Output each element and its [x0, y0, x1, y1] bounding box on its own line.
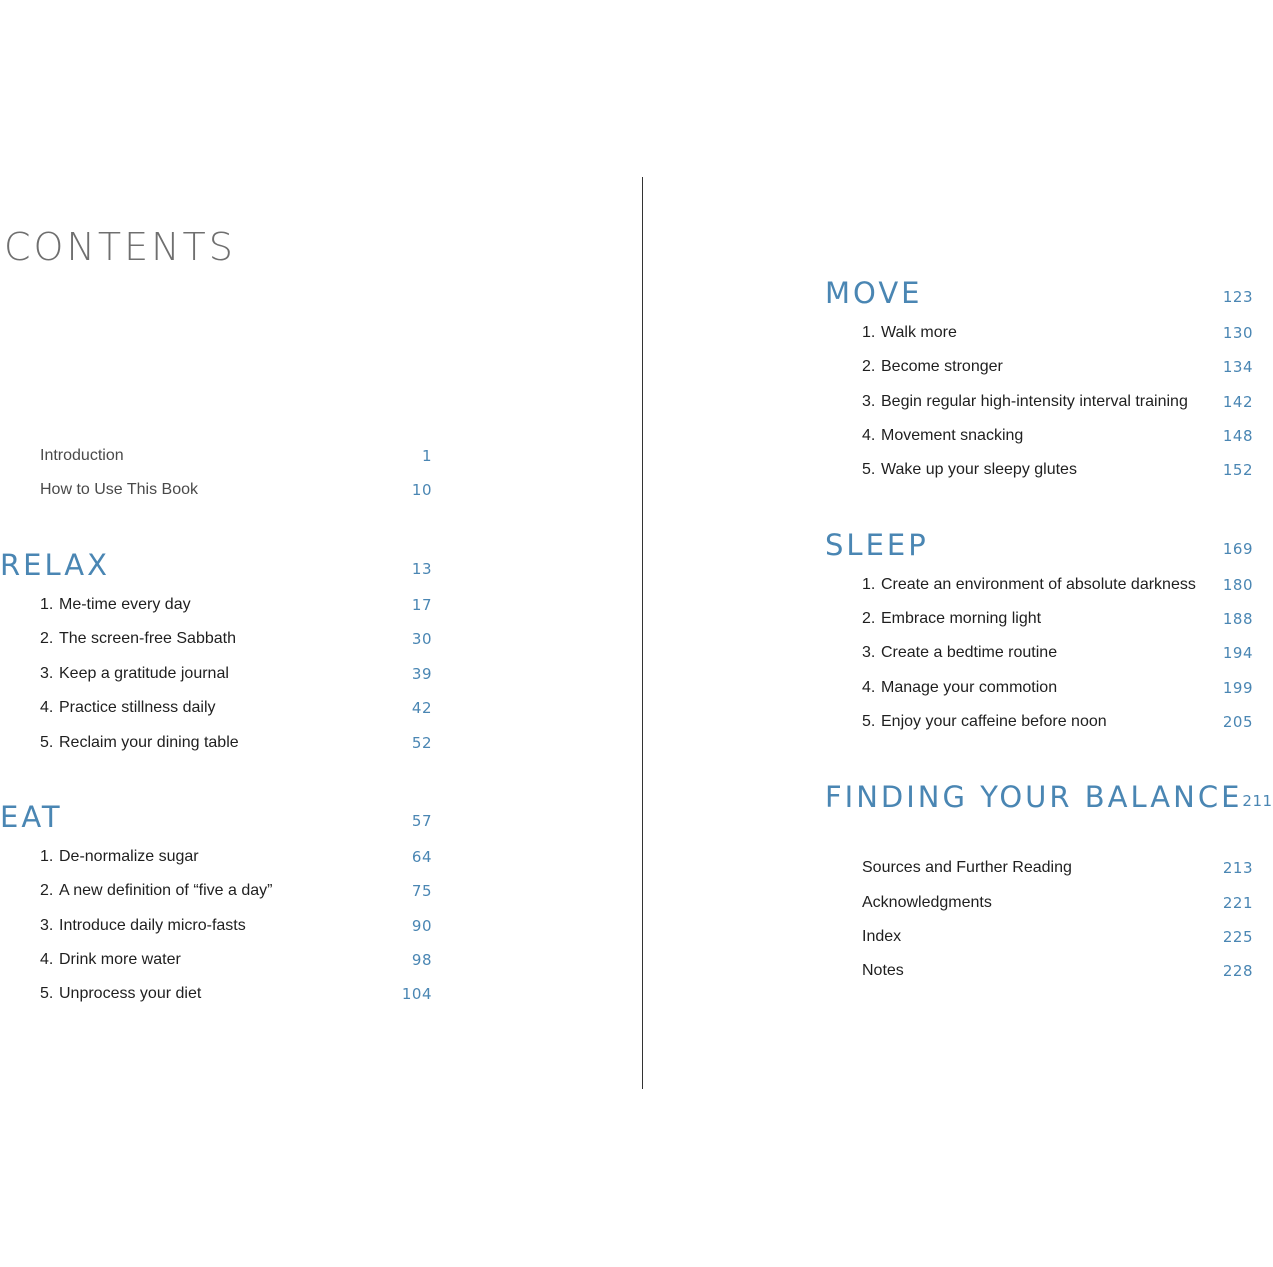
- toc-entry[interactable]: [862, 676, 1253, 700]
- entry-number: 1.: [40, 596, 54, 613]
- entry-label: Reclaim your dining table: [59, 734, 239, 751]
- page-number: 205: [1222, 713, 1253, 731]
- entry-title: How to Use This Book: [40, 481, 198, 498]
- entry-title: [40, 848, 199, 866]
- toc-entry[interactable]: [40, 662, 432, 686]
- page-number: 199: [1222, 679, 1253, 697]
- toc-entry-acknowledgments[interactable]: [862, 891, 1253, 915]
- entry-title: [862, 393, 1188, 411]
- toc-entry[interactable]: [862, 458, 1253, 482]
- page-number: 213: [1222, 859, 1253, 877]
- section-title: FINDING YOUR BALANCE: [825, 780, 1243, 814]
- entry-title: [862, 576, 1196, 594]
- section-title: EAT: [0, 800, 63, 834]
- toc-entry-sources[interactable]: [862, 856, 1253, 880]
- page-number: 17: [411, 596, 432, 614]
- entry-title: [40, 951, 181, 969]
- entry-number: 5.: [862, 461, 876, 478]
- entry-title: Sources and Further Reading: [862, 859, 1072, 876]
- entry-label: Embrace morning light: [881, 610, 1042, 627]
- entry-number: 5.: [862, 713, 876, 730]
- entry-title: [862, 427, 1023, 445]
- toc-entry-index[interactable]: [862, 925, 1253, 949]
- page-number: 90: [411, 917, 432, 935]
- toc-entry[interactable]: [40, 731, 432, 755]
- entry-title: [862, 324, 957, 342]
- entry-title: [40, 882, 272, 900]
- entry-number: 5.: [40, 734, 54, 751]
- entry-label: Drink more water: [59, 951, 181, 968]
- toc-entry[interactable]: [862, 710, 1253, 734]
- entry-number: 1.: [862, 324, 876, 341]
- entry-label: Practice stillness daily: [59, 699, 216, 716]
- page-number: 228: [1222, 962, 1253, 980]
- page-number: 169: [1222, 540, 1253, 558]
- entry-label: Keep a gratitude journal: [59, 665, 229, 682]
- page-number: 188: [1222, 610, 1253, 628]
- entry-title: [862, 713, 1107, 731]
- page-number: 13: [411, 560, 432, 578]
- page-number: 57: [411, 812, 432, 830]
- entry-label: De-normalize sugar: [59, 848, 199, 865]
- entry-label: Me-time every day: [59, 596, 191, 613]
- page-number: 1: [421, 447, 432, 465]
- entry-label: Become stronger: [881, 358, 1003, 375]
- entry-title: Notes: [862, 962, 904, 979]
- page-number: 42: [411, 699, 432, 717]
- toc-entry[interactable]: [862, 390, 1253, 414]
- entry-number: 1.: [862, 576, 876, 593]
- toc-entry[interactable]: [40, 845, 432, 869]
- entry-title: Introduction: [40, 447, 124, 464]
- entry-title: [40, 917, 246, 935]
- toc-entry[interactable]: [40, 696, 432, 720]
- entry-number: 3.: [40, 917, 54, 934]
- entry-number: 4.: [40, 951, 54, 968]
- entry-label: Create a bedtime routine: [881, 644, 1058, 661]
- toc-entry[interactable]: [40, 914, 432, 938]
- toc-entry[interactable]: [40, 948, 432, 972]
- page-number: 194: [1222, 644, 1253, 662]
- entry-label: Wake up your sleepy glutes: [881, 461, 1077, 478]
- page-number: 142: [1222, 393, 1253, 411]
- entry-title: [862, 358, 1003, 376]
- section-heading-relax[interactable]: [0, 540, 432, 580]
- toc-entry[interactable]: [862, 607, 1253, 631]
- entry-label: The screen-free Sabbath: [59, 630, 236, 647]
- entry-number: 2.: [862, 358, 876, 375]
- entry-number: 4.: [40, 699, 54, 716]
- page-number: 64: [411, 848, 432, 866]
- entry-label: Unprocess your diet: [59, 985, 202, 1002]
- entry-title: [862, 461, 1077, 479]
- entry-number: 2.: [862, 610, 876, 627]
- right-column: [825, 0, 1273, 1267]
- page-number: 52: [411, 734, 432, 752]
- page-title: CONTENTS: [4, 225, 236, 269]
- entry-title: [40, 596, 191, 614]
- entry-number: 2.: [40, 630, 54, 647]
- entry-number: 4.: [862, 679, 876, 696]
- section-title: MOVE: [825, 276, 923, 310]
- entry-title: Acknowledgments: [862, 894, 992, 911]
- toc-entry[interactable]: [40, 879, 432, 903]
- toc-entry-how-to-use[interactable]: [40, 478, 432, 502]
- toc-entry[interactable]: [40, 593, 432, 617]
- page-number: 39: [411, 665, 432, 683]
- entry-title: [862, 610, 1041, 628]
- entry-label: Enjoy your caffeine before noon: [881, 713, 1107, 730]
- section-title: RELAX: [0, 548, 111, 582]
- entry-title: [40, 630, 236, 648]
- section-heading-finding-your-balance[interactable]: [825, 772, 1273, 814]
- entry-label: Movement snacking: [881, 427, 1024, 444]
- page-divider: [642, 177, 643, 1089]
- toc-entry[interactable]: [40, 627, 432, 651]
- entry-label: A new definition of “five a day”: [59, 882, 273, 899]
- entry-title: [40, 734, 239, 752]
- page-number: 10: [411, 481, 432, 499]
- toc-entry[interactable]: [862, 321, 1253, 345]
- page-number: 148: [1222, 427, 1253, 445]
- entry-label: Walk more: [881, 324, 957, 341]
- page-number: 134: [1222, 358, 1253, 376]
- page-number: 152: [1222, 461, 1253, 479]
- toc-entry-introduction[interactable]: [40, 444, 432, 468]
- section-heading-move[interactable]: [825, 268, 1253, 308]
- page-number: 98: [411, 951, 432, 969]
- entry-title: [862, 644, 1057, 662]
- entry-label: Introduce daily micro-fasts: [59, 917, 246, 934]
- entry-title: [40, 665, 229, 683]
- page-number: 180: [1222, 576, 1253, 594]
- page-number: 211: [1242, 792, 1273, 810]
- left-column: [0, 0, 432, 1267]
- entry-number: 2.: [40, 882, 54, 899]
- entry-number: 4.: [862, 427, 876, 444]
- page-number: 30: [411, 630, 432, 648]
- entry-number: 5.: [40, 985, 54, 1002]
- entry-title: Index: [862, 928, 902, 945]
- entry-title: [862, 679, 1057, 697]
- section-heading-sleep[interactable]: [825, 520, 1253, 560]
- entry-number: 3.: [40, 665, 54, 682]
- entry-number: 3.: [862, 644, 876, 661]
- page-number: 123: [1222, 288, 1253, 306]
- entry-label: Begin regular high-intensity interval training: [881, 393, 1188, 410]
- toc-entry-notes[interactable]: [862, 959, 1253, 983]
- page-number: 104: [401, 985, 432, 1003]
- entry-label: Manage your commotion: [881, 679, 1058, 696]
- entry-label: Create an environment of absolute darkness: [881, 576, 1196, 593]
- page-number: 130: [1222, 324, 1253, 342]
- entry-title: [40, 985, 201, 1003]
- toc-entry[interactable]: [862, 641, 1253, 665]
- page-number: 221: [1222, 894, 1253, 912]
- entry-number: 3.: [862, 393, 876, 410]
- entry-title: [40, 699, 216, 717]
- page-number: 225: [1222, 928, 1253, 946]
- toc-entry[interactable]: [862, 355, 1253, 379]
- toc-entry[interactable]: [862, 573, 1253, 597]
- section-heading-eat[interactable]: [0, 792, 432, 832]
- toc-entry[interactable]: [40, 982, 432, 1006]
- page-number: 75: [411, 882, 432, 900]
- section-title: SLEEP: [825, 528, 929, 562]
- entry-number: 1.: [40, 848, 54, 865]
- toc-entry[interactable]: [862, 424, 1253, 448]
